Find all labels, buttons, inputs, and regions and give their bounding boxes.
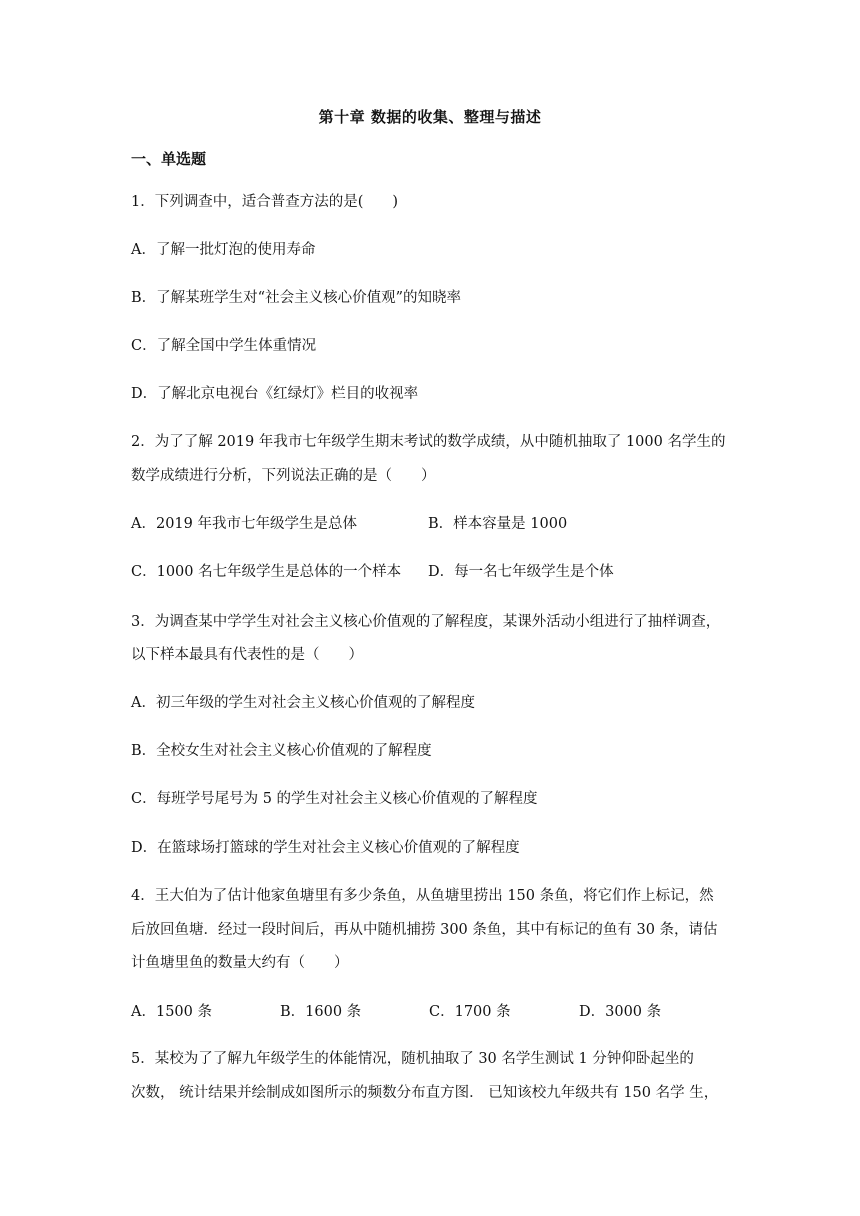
q3-stem-line-2: 以下样本最具有代表性的是（ ） <box>131 647 363 663</box>
q2-stem-line-2: 数学成绩进行分析，下列说法正确的是（ ） <box>131 468 436 484</box>
q2-option-c: C．1000 名七年级学生是总体的一个样本 <box>131 564 402 580</box>
q1-option-d: D．了解北京电视台《红绿灯》栏目的收视率 <box>131 386 419 402</box>
q1-option-b: B．了解某班学生对“社会主义核心价值观”的知晓率 <box>131 290 461 306</box>
q5-stem-line-2: 次数， 统计结果并绘制成如图所示的频数分布直方图． 已知该校九年级共有 150 名学 生， <box>131 1085 719 1101</box>
q1-option-c: C．了解全国中学生体重情况 <box>131 338 317 354</box>
q4-option-b: B．1600 条 <box>280 1004 362 1020</box>
q3-option-c: C．每班学号尾号为 5 的学生对社会主义核心价值观的了解程度 <box>131 791 538 807</box>
q4-option-a: A．1500 条 <box>131 1004 212 1020</box>
q4-stem-line-3: 计鱼塘里鱼的数量大约有（ ） <box>131 955 349 971</box>
q4-stem-line-2: 后放回鱼塘．经过一段时间后，再从中随机捕捞 300 条鱼，其中有标记的鱼有 30 条，请估 <box>131 922 718 938</box>
chapter-title: 第十章 数据的收集、整理与描述 <box>318 108 542 126</box>
q2-option-a: A．2019 年我市七年级学生是总体 <box>131 516 357 532</box>
q3-option-a: A．初三年级的学生对社会主义核心价值观的了解程度 <box>131 695 475 711</box>
q4-option-d: D．3000 条 <box>579 1004 662 1020</box>
q3-option-b: B．全校女生对社会主义核心价值观的了解程度 <box>131 743 432 759</box>
q1-option-a: A．了解一批灯泡的使用寿命 <box>131 242 316 258</box>
q2-stem-line-1: 2．为了了解 2019 年我市七年级学生期末考试的数学成绩，从中随机抽取了 1000 名学生的 <box>131 434 726 450</box>
q5-stem-line-1: 5．某校为了了解九年级学生的体能情况，随机抽取了 30 名学生测试 1 分钟仰卧起坐的 <box>131 1051 694 1067</box>
q3-stem-line-1: 3．为调查某中学学生对社会主义核心价值观的了解程度，某课外活动小组进行了抽样调查， <box>131 614 721 630</box>
q1-stem: 1．下列调查中，适合普查方法的是( ) <box>131 194 399 210</box>
q4-option-c: C．1700 条 <box>429 1004 511 1020</box>
q2-option-d: D．每一名七年级学生是个体 <box>428 564 614 580</box>
q3-option-d: D．在篮球场打篮球的学生对社会主义核心价值观的了解程度 <box>131 840 520 856</box>
q4-stem-line-1: 4．王大伯为了估计他家鱼塘里有多少条鱼，从鱼塘里捞出 150 条鱼，将它们作上标记，然 <box>131 888 714 904</box>
q2-option-b: B．样本容量是 1000 <box>428 516 568 532</box>
section-heading: 一、单选题 <box>131 150 207 168</box>
